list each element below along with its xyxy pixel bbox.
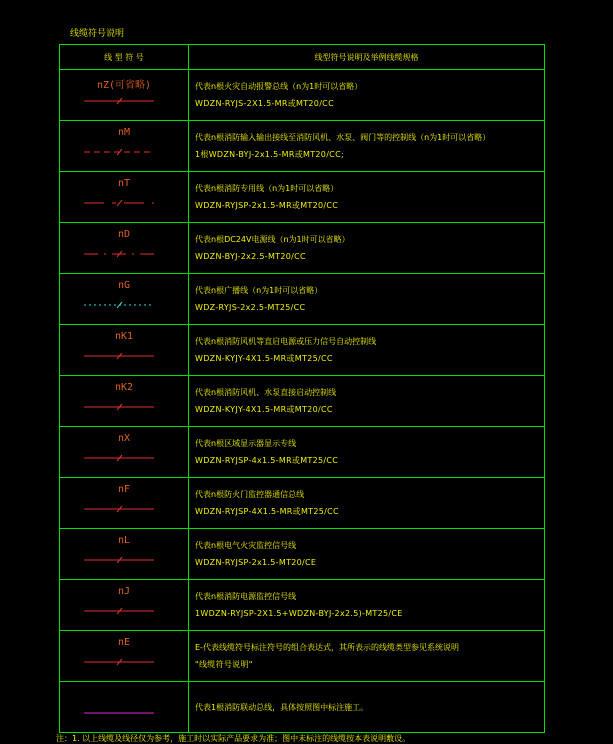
cable-spec: WDZN-RYJSP-2x1.5-MR或MT20/CC [195,201,339,210]
symbol-cell [60,172,189,223]
description-cell [189,121,545,172]
symbol-cell [60,580,189,631]
header-symbol: 线 型 符 号 [60,45,189,70]
cable-line-symbol [84,148,154,156]
description-line: 代表n根广播线（n为1时可以省略） [195,286,323,295]
symbol-cell [60,529,189,580]
cable-spec: 1WDZN-RYJSP-2X1.5+WDZN-BYJ-2x2.5)-MT25/CE [195,609,403,618]
table-row [60,427,545,478]
header-description: 线型符号说明及举例线缆规格 [189,45,545,70]
cable-line-symbol [84,301,154,309]
symbol-code: nL [117,535,131,546]
description-line: 代表n根电气火灾监控信号线 [195,541,297,550]
description-cell [189,631,545,682]
cable-line-symbol [84,505,154,513]
symbol-code: nK1 [114,331,134,342]
table-row [60,631,545,682]
symbol-cell [60,376,189,427]
symbol-code: nE [117,637,131,648]
cable-line-symbol [84,454,154,462]
description-cell [189,172,545,223]
symbol-cell [60,325,189,376]
description-cell [189,580,545,631]
cable-spec: WDZN-RYJSP-2x1.5-MT20/CE [195,558,317,567]
description-line: 代表n根防火门监控器通信总线 [195,490,305,499]
description-cell [189,529,545,580]
description-line: 代表n根消防专用线（n为1时可以省略） [195,184,339,193]
cable-symbol-table [59,44,545,733]
description-cell [189,325,545,376]
description-cell [189,274,545,325]
table-row [60,223,545,274]
cable-spec: WDZN-RYJS-2X1.5-MR或MT20/CC [195,99,334,108]
description-line: 代表n根消防电源监控信号线 [195,592,297,601]
cable-spec: "线缆符号说明" [195,660,253,669]
table-row [60,325,545,376]
cable-spec: 1根WDZN-BYJ-2x1.5-MR或MT20/CC; [195,150,344,159]
cable-spec: WDZ-RYJS-2x2.5-MT25/CC [195,303,306,312]
description-line: E-代表线缆符号标注符号的组合表达式，其所表示的线缆类型参见系统说明 [195,643,459,652]
table-row [60,70,545,121]
description-line: 代表n根消防输入输出接线至消防风机、水泵、阀门等的控制线（n为1时可以省略） [195,133,491,142]
table-row [60,682,545,733]
description-line: 代表n根DC24V电源线（n为1时可以省略） [195,235,350,244]
cable-spec: WDZN-KYJY-4X1.5-MR或MT20/CC [195,405,333,414]
cable-line-symbol [84,709,154,717]
symbol-code: nK2 [114,382,134,393]
description-cell [189,478,545,529]
symbol-cell [60,70,189,121]
cable-spec: WDZN-KYJY-4X1.5-MR或MT25/CC [195,354,333,363]
symbol-cell [60,478,189,529]
cable-spec: WDZN-RYJSP-4X1.5-MR或MT25/CC [195,507,339,516]
cable-spec: WDZN-RYJSP-4x1.5-MR或MT25/CC [195,456,339,465]
symbol-code: nG [117,280,131,291]
symbol-cell [60,223,189,274]
footnote: 注：1. 以上线缆及线径仅为参考，施工时以实际产品要求为准；图中未标注的线缆按本表说明敷设。 [56,734,411,743]
symbol-cell [60,121,189,172]
cable-count-tick [117,200,122,206]
description-cell [189,427,545,478]
cable-line-symbol [84,250,154,258]
cable-line-symbol [84,403,154,411]
page-title: 线缆符号说明 [70,29,125,39]
table-row [60,376,545,427]
symbol-cell [60,427,189,478]
table-row [60,478,545,529]
description-line: 代表n根消防风机、水泵直接启动控制线 [195,388,337,397]
description-line: 代表1根消防联动总线，具体按照图中标注施工。 [195,702,369,712]
description-line: 代表n根消防风机等直启电源或压力信号自动控制线 [195,337,377,346]
symbol-code: nZ(可省略) [96,80,152,91]
description-cell [189,223,545,274]
symbol-cell [60,274,189,325]
symbol-code: nX [117,433,131,444]
symbol-cell [60,682,189,733]
symbol-code: nM [117,127,131,138]
description-line: 代表n根区域显示器显示专线 [195,439,297,448]
table-row [60,529,545,580]
symbol-code: nD [117,229,131,240]
cable-line-symbol [84,556,154,564]
table-row [60,172,545,223]
cable-count-tick [117,302,122,308]
cable-line-symbol [84,97,154,105]
description-cell [189,682,545,733]
cable-line-symbol [84,352,154,360]
cable-line-symbol [84,607,154,615]
symbol-cell [60,631,189,682]
cable-spec: WDZN-BYJ-2x2.5-MT20/CC [195,252,306,261]
description-cell [189,70,545,121]
cable-line-symbol [84,199,154,207]
description-line: 代表n根火灾自动报警总线（n为1时可以省略） [195,82,363,91]
cable-line-symbol [84,658,154,666]
table-row [60,121,545,172]
table-row [60,274,545,325]
description-cell [189,376,545,427]
symbol-code: nT [117,178,131,189]
table-header-row [60,45,545,70]
symbol-code: nJ [117,586,131,597]
table-row [60,580,545,631]
symbol-code: nF [117,484,131,495]
